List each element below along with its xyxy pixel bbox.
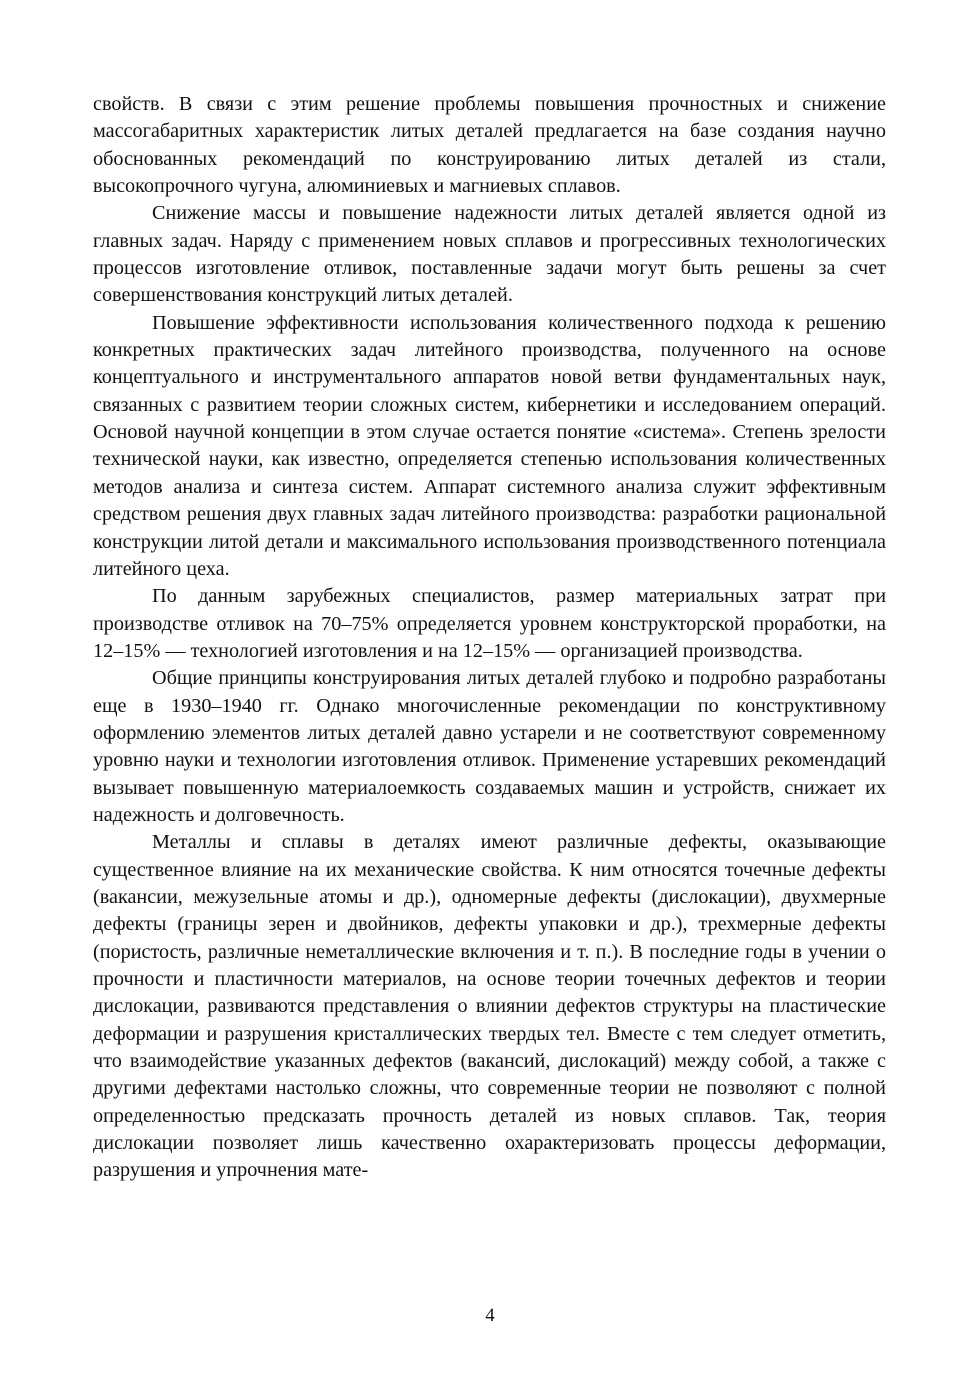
body-text [93,91,886,1185]
paragraph-5: Общие принципы конструирования литых деталей глубоко и подробно разработаны еще в 1930–1940 гг. Однако многочисленные рекомендации по конструктивному оформлению элементов литых деталей давно устарели и не соответствуют современному уровню науки и технологии изготовления отливок. Применение устаревших рекомендаций вызывает повышенную материалоемкость создаваемых машин и устройств, снижает их надежность и долговечность. [93,667,886,826]
paragraph-3: Повышение эффективности использования количественного подхода к решению конкретных практических задач литейного производства, полученного на основе концептуального и инструментального аппаратов новой ветви фундаментальных наук, связанных с развитием теории сложных систем, кибернетики и исследованием операций. Основой научной концепции в этом случае остается понятие «система». Степень зрелости технической науки, как известно, определяется степенью использования количественных методов анализа и синтеза систем. Аппарат системного анализа служит эффективным средством решения двух главных задач литейного производства: разработки рациональной конструкции литой детали и максимального использования производственного потенциала литейного цеха. [93,311,886,580]
paragraph-2: Снижение массы и повышение надежности литых деталей является одной из главных задач. Наряду с применением новых сплавов и прогрессивных технологических процессов изготовление отливок, поставленные задачи могут быть решены за счет совершенствования конструкций литых деталей. [93,202,886,307]
page-number: 4 [485,1305,495,1326]
paragraph-1: свойств. В связи с этим решение проблемы повышения прочностных и снижение массогабаритных характеристик литых деталей предлагается на базе создания научно обоснованных рекомендаций по конструированию литых деталей из стали, высокопрочного чугуна, алюминиевых и магниевых сплавов. [93,93,886,198]
paragraph-6: Металлы и сплавы в деталях имеют различные дефекты, оказывающие существенное влияние на их механические свойства. К ним относятся точечные дефекты (вакансии, межузельные атомы и др.), одномерные дефекты (дислокации), двухмерные дефекты (границы зерен и двойников, дефекты упаковки и др.), трехмерные дефекты (пористость, различные неметаллические включения и т. п.). В последние годы в учении о прочности и пластичности материалов, на основе теории точечных дефектов и теории дислокации, развиваются представления о влиянии дефектов структуры на пластические деформации и разрушения кристаллических твердых тел. Вместе с тем следует отметить, что взаимодействие указанных дефектов (вакансий, дислокаций) между собой, а также с другими дефектами настолько сложны, что современные теории не позволяют с полной определенностью предсказать прочность деталей из новых сплавов. Так, теория дислокации позволяет лишь качественно охарактеризовать процессы деформации, разрушения и упрочнения мате- [93,831,886,1182]
paragraph-4: По данным зарубежных специалистов, размер материальных затрат при производстве отливок на 70–75% определяется уровнем конструкторской проработки, на 12–15% — технологией изготовления и на 12–15% — организацией производства. [93,585,886,662]
